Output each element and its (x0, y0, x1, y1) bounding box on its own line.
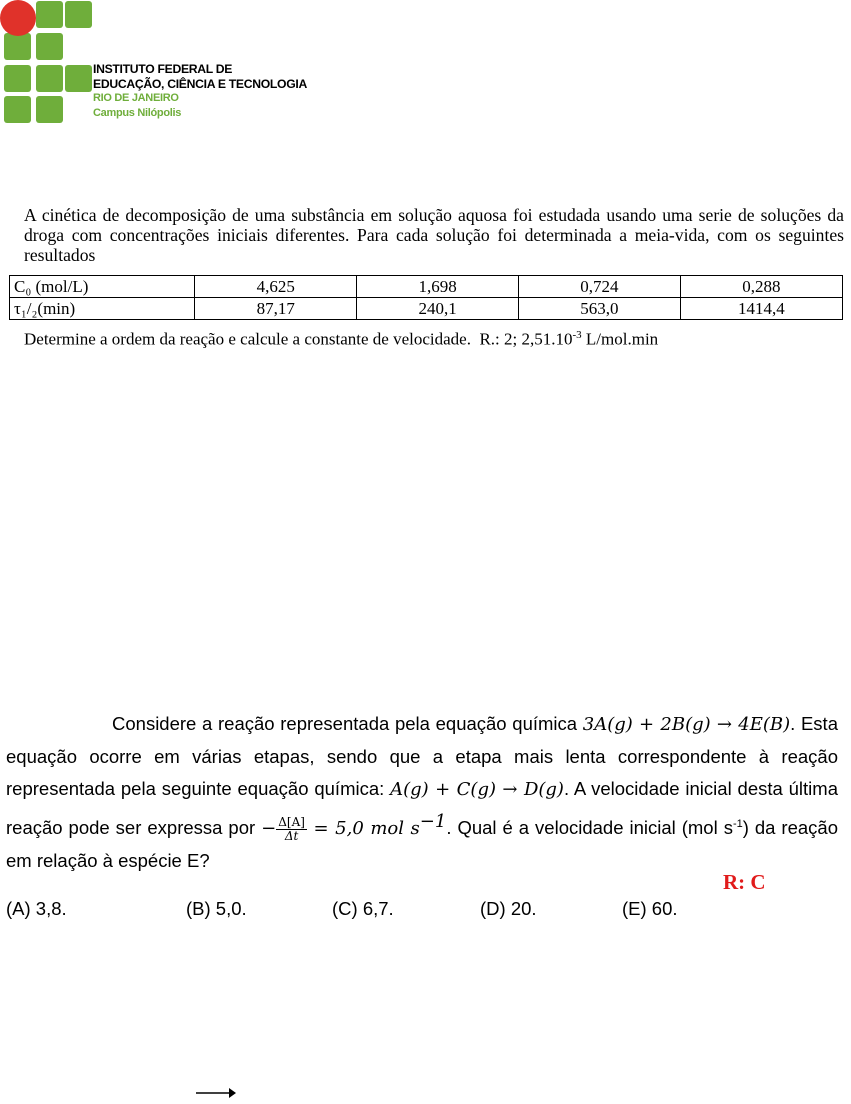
option-d: (D) 20. (480, 898, 537, 919)
rate-fraction-denominator: Δt (284, 828, 299, 843)
problem2-text-2: . Esta equação ocorre em várias etapas, sendo que a etapa mais lenta correspondente à reação representada pela seguinte equação química: (6, 713, 838, 799)
institute-logo (0, 0, 310, 130)
rate-value-exponent: −1 (419, 811, 447, 832)
table-row-label: C₀ (mol/L) (10, 276, 195, 298)
table-row-label: τ₁/₂(min) (10, 298, 195, 320)
problem1-answer-exponent: -3 (572, 329, 582, 341)
problem2-text-5: ) da reação em relação à espécie E? (6, 817, 838, 872)
logo-square (4, 96, 31, 123)
logo-line-campus: Campus Nilópolis (93, 106, 182, 119)
equation-slow-step: A(g) + C(g) → D(g) (390, 779, 564, 800)
table-cell: 240,1 (357, 298, 519, 320)
problem1-question: Determine a ordem da reação e calcule a constante de velocidade. (24, 329, 471, 349)
logo-text (93, 62, 307, 120)
logo-square (36, 33, 63, 60)
table-cell: 87,17 (195, 298, 357, 320)
table-row (10, 298, 843, 320)
table-cell: 563,0 (518, 298, 680, 320)
logo-square (65, 1, 92, 28)
option-e: (E) 60. (622, 898, 678, 919)
rate-value: = 5,0 mol s (306, 818, 420, 840)
logo-square (36, 65, 63, 92)
problem2-statement (6, 708, 838, 877)
arrow-right-icon (196, 1086, 236, 1100)
rate-fraction (276, 816, 307, 843)
problem2-text-3: . A velocidade inicial desta última reação pode ser expressa por (6, 778, 838, 839)
logo-square (4, 65, 31, 92)
logo-line-education: EDUCAÇÃO, CIÊNCIA E TECNOLOGIA (93, 76, 307, 91)
table-cell: 0,724 (518, 276, 680, 298)
problem1-answer-prefix: R.: 2; 2,51.10 (479, 329, 573, 349)
table-cell: 1,698 (357, 276, 519, 298)
option-b: (B) 5,0. (186, 898, 247, 919)
rate-sign: − (261, 818, 277, 840)
option-c: (C) 6,7. (332, 898, 394, 919)
problem2-text-4: . Qual é a velocidade inicial (mol s (446, 817, 733, 839)
logo-square (36, 1, 63, 28)
problem2-text-1: Considere a reação representada pela equação química (112, 713, 583, 734)
table-cell: 0,288 (680, 276, 842, 298)
problem2-answer: R: C (723, 870, 766, 894)
problem1-question-answer (24, 329, 658, 350)
problem1-statement: A cinética de decomposição de uma substância em solução aquosa foi estudada usando uma serie de soluções da droga com concentrações iniciais diferentes. Para cada solução foi determinada a meia-vida, com os seguintes resultados (24, 205, 844, 265)
logo-line-state: RIO DE JANEIRO (93, 92, 179, 104)
problem2-unit-exponent: -1 (732, 818, 743, 830)
problem1-answer-units: L/mol.min (581, 329, 659, 349)
option-a: (A) 3,8. (6, 898, 67, 919)
table-row (10, 276, 843, 298)
table-cell: 1414,4 (680, 298, 842, 320)
rate-fraction-numerator: Δ[A] (278, 814, 305, 829)
logo-square (4, 33, 31, 60)
logo-square (65, 65, 92, 92)
table-cell: 4,625 (195, 276, 357, 298)
logo-square (36, 96, 63, 123)
half-life-table (9, 275, 843, 320)
logo-red-circle (0, 0, 36, 36)
logo-line-institute: INSTITUTO FEDERAL DE (93, 62, 233, 76)
equation-overall: 3A(g) + 2B(g) → 4E(B) (582, 714, 791, 735)
